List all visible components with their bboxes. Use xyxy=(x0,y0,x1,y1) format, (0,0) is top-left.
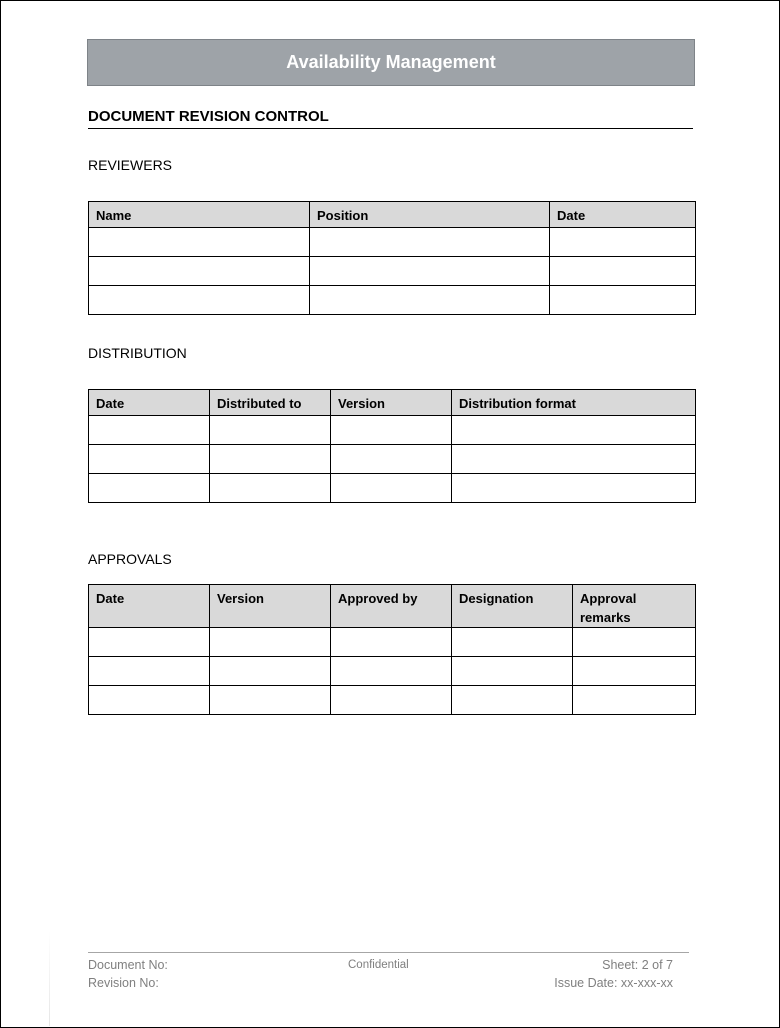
table-row xyxy=(89,286,696,315)
table-cell[interactable] xyxy=(89,257,310,286)
table-row xyxy=(89,228,696,257)
approvals-col-remarks: Approval remarks xyxy=(573,585,696,628)
table-cell[interactable] xyxy=(331,628,452,657)
table-cell[interactable] xyxy=(331,445,452,474)
footer-confidential: Confidential xyxy=(348,959,409,971)
table-cell[interactable] xyxy=(331,474,452,503)
reviewers-header-row xyxy=(89,202,696,228)
table-cell[interactable] xyxy=(331,686,452,715)
table-row xyxy=(89,657,696,686)
footer-divider xyxy=(88,952,689,953)
table-row xyxy=(89,474,696,503)
table-cell[interactable] xyxy=(89,686,210,715)
table-row xyxy=(89,686,696,715)
table-row xyxy=(89,628,696,657)
reviewers-label: REVIEWERS xyxy=(88,157,173,173)
approvals-col-date: Date xyxy=(89,585,210,628)
table-cell[interactable] xyxy=(550,286,696,315)
footer-document-no: Document No: xyxy=(88,958,168,972)
distribution-header-row xyxy=(89,390,696,416)
table-cell[interactable] xyxy=(210,445,331,474)
table-cell[interactable] xyxy=(452,628,573,657)
table-cell[interactable] xyxy=(89,474,210,503)
table-cell[interactable] xyxy=(89,416,210,445)
footer-sheet: Sheet: 2 of 7 xyxy=(602,958,673,972)
table-cell[interactable] xyxy=(550,228,696,257)
distribution-table xyxy=(88,389,696,503)
table-cell[interactable] xyxy=(89,445,210,474)
table-cell[interactable] xyxy=(452,416,696,445)
table-row xyxy=(89,257,696,286)
document-title: DOCUMENT REVISION CONTROL xyxy=(88,108,693,129)
reviewers-col-date: Date xyxy=(550,202,696,228)
approvals-col-approved-by: Approved by xyxy=(331,585,452,628)
table-cell[interactable] xyxy=(210,686,331,715)
table-cell[interactable] xyxy=(89,286,310,315)
distribution-col-distributed-to: Distributed to xyxy=(210,390,331,416)
table-cell[interactable] xyxy=(573,657,696,686)
table-cell[interactable] xyxy=(210,628,331,657)
distribution-label: DISTRIBUTION xyxy=(88,345,187,361)
table-cell[interactable] xyxy=(452,445,696,474)
approvals-label: APPROVALS xyxy=(88,551,172,567)
table-cell[interactable] xyxy=(89,628,210,657)
footer-issue-date: Issue Date: xx-xxx-xx xyxy=(554,976,673,990)
footer-revision-no: Revision No: xyxy=(88,976,159,990)
table-cell[interactable] xyxy=(573,686,696,715)
table-cell[interactable] xyxy=(331,657,452,686)
table-cell[interactable] xyxy=(210,474,331,503)
table-cell[interactable] xyxy=(89,228,310,257)
table-cell[interactable] xyxy=(210,657,331,686)
table-cell[interactable] xyxy=(550,257,696,286)
table-cell[interactable] xyxy=(452,686,573,715)
approvals-header-row xyxy=(89,585,696,628)
table-cell[interactable] xyxy=(210,416,331,445)
table-cell[interactable] xyxy=(331,416,452,445)
table-cell[interactable] xyxy=(452,657,573,686)
distribution-col-version: Version xyxy=(331,390,452,416)
table-cell[interactable] xyxy=(452,474,696,503)
reviewers-col-name: Name xyxy=(89,202,310,228)
banner-title: Availability Management xyxy=(87,39,695,86)
approvals-col-version: Version xyxy=(210,585,331,628)
approvals-col-designation: Designation xyxy=(452,585,573,628)
table-row xyxy=(89,416,696,445)
page-edge-shadow xyxy=(49,930,50,1026)
table-cell[interactable] xyxy=(310,257,550,286)
table-row xyxy=(89,445,696,474)
reviewers-table xyxy=(88,201,696,315)
table-cell[interactable] xyxy=(89,657,210,686)
table-cell[interactable] xyxy=(573,628,696,657)
distribution-col-format: Distribution format xyxy=(452,390,696,416)
table-cell[interactable] xyxy=(310,228,550,257)
table-cell[interactable] xyxy=(310,286,550,315)
approvals-table xyxy=(88,584,696,715)
reviewers-col-position: Position xyxy=(310,202,550,228)
distribution-col-date: Date xyxy=(89,390,210,416)
